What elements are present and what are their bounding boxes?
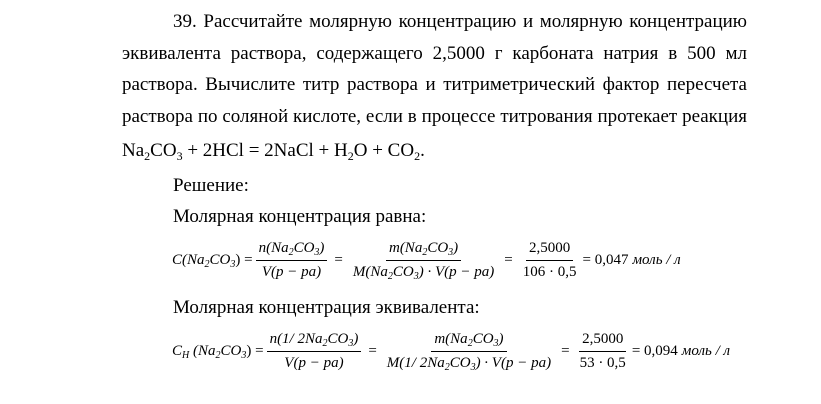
equivalent-concentration-label: Молярная концентрация эквивалента: xyxy=(173,297,480,318)
fraction-numeric: $\frac{2,5000}{106 \cdot 0,5}$ xyxy=(522,240,577,280)
fraction-numeric: $\frac{2,5000}{53 \cdot 0,5}$ xyxy=(579,331,626,371)
reaction-part: CO xyxy=(150,140,177,161)
formula-lhs: $C_H$ $(Na_2CO_3)$ = xyxy=(172,343,264,361)
problem-line-2: эквивалента раствора, содержащего 2,5000 г карбоната натрия в 500 мл xyxy=(122,42,747,64)
fraction-mass-over-equiv-molar-mass-volume: $\frac{m(Na_2CO_3)}{M(1/ 2Na_2CO_3) \cdot V(p - pa)}$ xyxy=(386,331,552,373)
reaction-subscript: 3 xyxy=(176,149,183,163)
fraction-moles-over-volume: $\frac{n(Na_2CO_3)}{V(p - pa)}$ xyxy=(256,240,328,281)
reaction-part: Na xyxy=(122,140,145,161)
reaction-part: O + CO xyxy=(353,140,415,161)
solution-label: Решение: xyxy=(173,175,249,196)
problem-line-1: 39. Рассчитайте молярную концентрацию и молярную концентрацию xyxy=(173,11,747,32)
reaction-subscript: 2 xyxy=(347,149,354,163)
molar-concentration-formula: $C(Na_2CO_3)$ = $\frac{n(Na_2CO_3)}{V(p - pa)}$ = $\frac{m(Na_2CO_3)}{M(Na_2CO_3) \cdot V(p - pa)}$ = $\frac{2,5000}{106 \cdot 0,5}$ = 0,047 моль / л xyxy=(172,240,681,282)
formula-result: = 0,094 xyxy=(631,343,678,359)
reaction-part: . xyxy=(420,140,425,161)
reaction-subscript: 2 xyxy=(414,149,421,163)
formula-unit: моль / л xyxy=(681,343,731,359)
problem-line-3: раствора. Вычислите титр раствора и титриметрический фактор пересчета xyxy=(122,74,747,95)
reaction-equation xyxy=(122,140,425,162)
problem-line-4: раствора по соляной кислоте, если в процессе титрования протекает реакция xyxy=(122,105,747,127)
formula-result: = 0,047 xyxy=(582,252,629,268)
fraction-equiv-moles-over-volume: $\frac{n(1/ 2Na_2CO_3)}{V(p - pa)}$ xyxy=(267,331,362,372)
reaction-part: + 2HCl = 2NaCl + H xyxy=(182,140,348,161)
problem-statement xyxy=(122,6,747,132)
fraction-mass-over-molar-mass-volume: $\frac{m(Na_2CO_3)}{M(Na_2CO_3) \cdot V(p - pa)}$ xyxy=(352,240,495,282)
formula-unit: моль / л xyxy=(632,252,681,268)
molar-concentration-label: Молярная концентрация равна: xyxy=(173,206,427,227)
formula-lhs: $C(Na_2CO_3)$ = xyxy=(172,252,253,270)
reaction-subscript: 2 xyxy=(144,149,151,163)
equivalent-concentration-formula: $C_H$ $(Na_2CO_3)$ = $\frac{n(1/ 2Na_2CO_3)}{V(p - pa)}$ = $\frac{m(Na_2CO_3)}{M(1/ 2Na_2CO_3) \cdot V(p - pa)}$ = $\frac{2,5000}{53 \cdot 0,5}$ = 0,094 моль / л xyxy=(172,331,731,373)
